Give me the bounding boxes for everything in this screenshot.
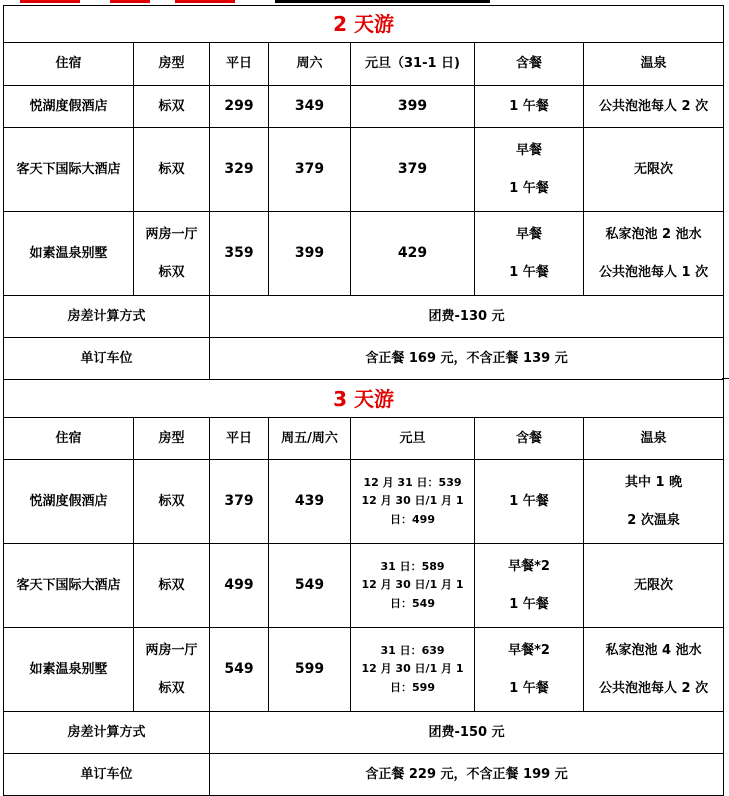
table-row [4, 86, 724, 128]
price-saturday: 349 [269, 86, 351, 128]
room-diff-label: 房差计算方式 [4, 712, 210, 754]
hotspring-info: 无限次 [584, 128, 724, 212]
newyear-line: 12 月 30 日/1 月 1 [361, 578, 464, 592]
price-saturday: 379 [269, 128, 351, 212]
price-fri-sat: 549 [269, 544, 351, 628]
room-type [134, 628, 210, 712]
meal-info: 1 午餐 [475, 460, 584, 544]
meal-info [475, 628, 584, 712]
price-fri-sat: 599 [269, 628, 351, 712]
hotel-name: 悦湖度假酒店 [4, 86, 134, 128]
price-weekday: 359 [210, 212, 269, 296]
hotel-name: 如素温泉别墅 [4, 212, 134, 296]
seat-row [4, 754, 724, 796]
table-row [4, 212, 724, 296]
price-table [3, 5, 724, 796]
room-type [134, 212, 210, 296]
header-fragment [110, 0, 150, 3]
price-newyear: 429 [351, 212, 475, 296]
hotel-name: 客天下国际大酒店 [4, 128, 134, 212]
price-newyear: 399 [351, 86, 475, 128]
meal-info [475, 212, 584, 296]
hotspring-line: 私家泡池 2 池水 [605, 226, 702, 242]
col-header-fri-sat: 周五/周六 [269, 418, 351, 460]
room-line: 标双 [158, 680, 185, 696]
header-row [4, 418, 724, 460]
room-diff-value: 团费-130 元 [210, 296, 724, 338]
room-type: 标双 [134, 460, 210, 544]
room-type: 标双 [134, 128, 210, 212]
header-row [4, 43, 724, 86]
price-weekday: 329 [210, 128, 269, 212]
newyear-line: 日：549 [390, 596, 435, 610]
room-type: 标双 [134, 544, 210, 628]
price-saturday: 399 [269, 212, 351, 296]
seat-row [4, 338, 724, 380]
col-header-meal: 含餐 [475, 418, 584, 460]
col-header-saturday: 周六 [269, 43, 351, 86]
meal-line: 早餐 [515, 142, 542, 158]
room-type: 标双 [134, 86, 210, 128]
price-fri-sat: 439 [269, 460, 351, 544]
hotspring-info: 无限次 [584, 544, 724, 628]
col-header-weekday: 平日 [210, 43, 269, 86]
hotspring-line: 公共泡池每人 2 次 [598, 680, 709, 696]
hotel-name: 客天下国际大酒店 [4, 544, 134, 628]
header-fragment [20, 0, 80, 3]
price-weekday: 549 [210, 628, 269, 712]
room-line: 两房一厅 [145, 642, 198, 658]
hotspring-line: 其中 1 晚 [624, 474, 683, 490]
section-title-2day: 2 天游 [4, 6, 724, 43]
table-row [4, 544, 724, 628]
header-fragment [275, 0, 490, 3]
price-newyear [351, 544, 475, 628]
meal-line: 1 午餐 [509, 264, 549, 280]
col-header-newyear: 元旦 [351, 418, 475, 460]
col-header-hotel: 住宿 [4, 418, 134, 460]
col-header-room: 房型 [134, 418, 210, 460]
table-row [4, 460, 724, 544]
room-line: 两房一厅 [145, 226, 198, 242]
hotspring-info [584, 628, 724, 712]
table-row [4, 628, 724, 712]
seat-label: 单订车位 [4, 338, 210, 380]
header-fragment [175, 0, 235, 3]
col-header-room: 房型 [134, 43, 210, 86]
price-newyear [351, 628, 475, 712]
room-diff-value: 团费-150 元 [210, 712, 724, 754]
col-header-hotspring: 温泉 [584, 418, 724, 460]
hotspring-info [584, 212, 724, 296]
room-diff-row [4, 296, 724, 338]
col-header-newyear: 元旦（31-1 日) [351, 43, 475, 86]
newyear-line: 12 月 30 日/1 月 1 [361, 494, 464, 508]
meal-info: 1 午餐 [475, 86, 584, 128]
newyear-line: 日：599 [390, 680, 435, 694]
table-row [4, 128, 724, 212]
newyear-line: 31 日：639 [380, 644, 445, 658]
col-header-meal: 含餐 [475, 43, 584, 86]
meal-info [475, 544, 584, 628]
hotspring-line: 公共泡池每人 1 次 [598, 264, 709, 280]
room-diff-row [4, 712, 724, 754]
newyear-line: 12 月 31 日：539 [363, 476, 462, 490]
hotspring-info [584, 460, 724, 544]
meal-line: 1 午餐 [509, 680, 549, 696]
col-header-hotel: 住宿 [4, 43, 134, 86]
seat-label: 单订车位 [4, 754, 210, 796]
price-newyear [351, 460, 475, 544]
col-header-hotspring: 温泉 [584, 43, 724, 86]
price-weekday: 299 [210, 86, 269, 128]
room-line: 标双 [158, 264, 185, 280]
newyear-line: 12 月 30 日/1 月 1 [361, 662, 464, 676]
hotspring-info: 公共泡池每人 2 次 [584, 86, 724, 128]
section-title-3day: 3 天游 [4, 380, 724, 418]
meal-line: 早餐*2 [508, 642, 550, 658]
meal-info [475, 128, 584, 212]
section-divider-edge [722, 378, 729, 379]
room-diff-label: 房差计算方式 [4, 296, 210, 338]
meal-line: 早餐*2 [508, 558, 550, 574]
price-weekday: 499 [210, 544, 269, 628]
hotel-name: 如素温泉别墅 [4, 628, 134, 712]
price-weekday: 379 [210, 460, 269, 544]
hotspring-line: 2 次温泉 [627, 512, 680, 528]
col-header-weekday: 平日 [210, 418, 269, 460]
seat-value: 含正餐 229 元，不含正餐 199 元 [210, 754, 724, 796]
meal-line: 1 午餐 [509, 180, 549, 196]
meal-line: 早餐 [515, 226, 542, 242]
meal-line: 1 午餐 [509, 596, 549, 612]
newyear-line: 日：499 [390, 512, 435, 526]
newyear-line: 31 日：589 [380, 560, 445, 574]
hotel-name: 悦湖度假酒店 [4, 460, 134, 544]
price-newyear: 379 [351, 128, 475, 212]
seat-value: 含正餐 169 元，不含正餐 139 元 [210, 338, 724, 380]
hotspring-line: 私家泡池 4 池水 [605, 642, 702, 658]
